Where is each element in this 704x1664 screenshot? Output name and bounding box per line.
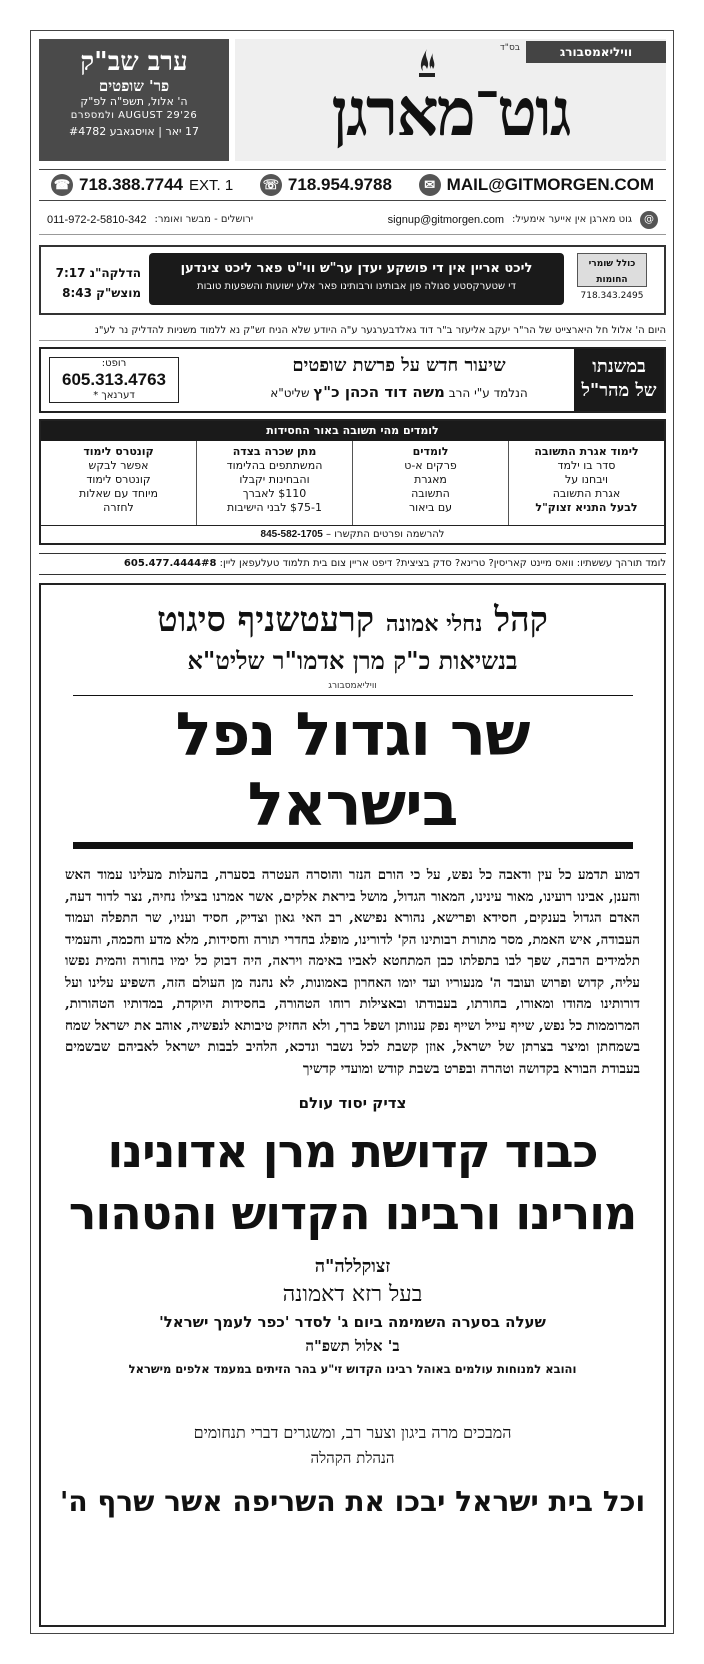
phone-contact-1[interactable] — [51, 174, 233, 196]
teshuva-column — [41, 441, 196, 525]
erev-shabbos-label: ערב שב"ק — [80, 47, 188, 77]
notice-body: דמוע תדמע כל עין ודאבה כל נפש, על כי הורם הנזר והוסרה העטרה בסערה, בהעלות מעלינו עמוד האש והענן, אבינו רועינו, מאור עינינו, המאור הגדול, מושל ביראת אלקים, אשר אמרנו בצילו נחיה, נצר לדור דעה, האדם הגדול בענקים, חסידא ופרישא, נהורא נפישא, רב האי גאון וצדיק, חסיד ועניו, שר התפלה ועמוד העבודה, איש האמת, מסר מתורת רבותינו הק' לדורינו, מופלג בחדרי תורה וחסידות, מלא מדע וחכמה, והעמיד תלמידים הרבה, שפך לבו בתפלתו כבן המתחטא לאביו באימה ויראה, היה דבוק כל ימיו בחורה והמית נפשו עליה, קדוש ופרוש ועובד ה' מנעוריו ועד יומו האחרון באמונות, לא נהנה מן העולם הזה, השפיע עלינו ועל דורותינו מהודו ומאורו, בחורתו, בעבודתו ובאצילות רוחו הטהורה, בחסידות היוקדת, במדותיו הטהורות, המרוממות כל נפש, שייף עייל ושייף נפק ענוותן ושפל ברך, ולא החזיק טיבותא לנפשיה, אוהב את ישראל שמח בשמחתן ומיצר בצרתן של ישראל, אוזן קשבת לכל נשבר ונדכא, הלהיב לבבות ישראל לאביהם שבשמים בעבודת הבורא בקדושה וטהרה ובפרט בשבת קודש ומועדי קדשיך — [65, 867, 640, 1077]
email-icon: ✉ — [419, 174, 441, 196]
lighting-time: 7:17 — [55, 266, 86, 280]
teshuva-header: לומדים מהי תשובה באור החסידות — [41, 421, 664, 441]
bsd-label: בס"ד — [499, 43, 520, 53]
kehal-name — [41, 599, 664, 645]
masthead — [39, 39, 666, 161]
mourners-line: המבכים מרה ביגון וצער רב, ומשגרים דברי תנחומים — [193, 1423, 512, 1442]
date-box — [39, 39, 229, 161]
teshuva-column-title: לומדים — [412, 445, 449, 458]
phone-contact-2[interactable] — [260, 174, 392, 196]
teshuva-footer-label: להרשמה ופרטים התקשרו – — [326, 529, 445, 540]
email-contact[interactable] — [419, 174, 654, 196]
baal-line: בעל רזא דאמונה — [282, 1282, 423, 1307]
teshuva-column-line: לבעל התניא זצוק"ל — [535, 501, 638, 514]
teshuva-column-line: מיוחד עם שאלות — [79, 487, 158, 500]
candle-lighting-ad — [39, 245, 666, 315]
teshuva-column-line: עם ביאור — [408, 501, 453, 514]
shiur-ad — [39, 347, 666, 413]
kollel-phone: 718.343.2495 — [580, 291, 644, 301]
dial-in-text: לומד תורהך עששתיו: וואס מיינט קאריסין? טרינא? סדק בציצית? דיפט אריין צום בית תלמוד טעלעפאן ליין: — [219, 558, 666, 569]
logo-area — [235, 39, 666, 161]
dial-in-phone[interactable]: 605.477.4444#8 — [123, 558, 217, 569]
notice-headline: שר וגדול נפל בישראל — [73, 700, 633, 849]
fax-icon: ☏ — [260, 174, 282, 196]
phone-extension: EXT. 1 — [189, 176, 234, 194]
kollel-name: כולל שומרי החומות — [577, 253, 647, 287]
shiur-phone-caption: דערנאך * — [93, 390, 135, 401]
hebrew-date: ה' אלול, תשפ"ה לפ"ק — [80, 95, 188, 108]
newspaper-page — [30, 30, 674, 1634]
teshuva-column-title: לימוד אגרת התשובה — [534, 445, 639, 458]
candle-ad-line1: ליכט אריין אין די פושקע יעדן ער"ש ווי"ט פאר ליכט צינדען — [180, 261, 533, 276]
israel-label: ירושלים - מבשר ואומר: — [154, 214, 254, 225]
teshuva-column — [352, 441, 508, 525]
candle-ad-banner — [149, 253, 564, 305]
teshuva-column-title: מתן שכרה בצדה — [232, 445, 317, 458]
candle-ad-line2: די שטערקסטע סגולה פון אבותינו ורבותינו פאר אלע ישועות והשפעות טובות — [197, 281, 516, 292]
teshuva-column-line: והבחינות יקבלו — [239, 473, 310, 486]
funeral-line: והובא למנוחות עולמים באוהל רבינו הקדוש זי"ע בהר הזיתים במעמד אלפים מישראל — [128, 1362, 577, 1376]
teshuva-column-title: קונטרס לימוד — [83, 445, 154, 458]
motzei-time: 8:43 — [62, 286, 92, 300]
zt-abbreviation: זצוקללה"ה — [314, 1256, 391, 1277]
badge-line1: במשנתו — [592, 356, 646, 377]
phone-number-1: 718.388.7744 — [79, 175, 183, 194]
tzadik-line: צדיק יסוד עולם — [298, 1094, 407, 1112]
teshuva-footer — [41, 525, 664, 543]
passing-line: שעלה בסערה השמימה ביום ג' לסדר 'כפר לעמך ישראל' — [159, 1313, 546, 1331]
lighting-label: הדלקה"נ — [89, 266, 141, 280]
teshuva-column-line: אפשר לבקש — [88, 459, 149, 472]
condolence-notice — [39, 583, 666, 1627]
teshuva-column-line: המשתתפים בהלימוד — [226, 459, 323, 472]
edition-tag: וויליאמסבורג — [526, 41, 666, 63]
kehal-leader: בנשיאות כ"ק מרן אדמו"ר שליט"א — [187, 646, 518, 675]
english-date: AUGUST 29'26 ולמספרם — [70, 110, 198, 121]
email-address: MAIL@GITMORGEN.COM — [446, 175, 654, 194]
contact-bar — [39, 169, 666, 201]
signup-email[interactable]: signup@gitmorgen.com — [387, 213, 505, 226]
board-signature: הנהלת הקהלה — [310, 1449, 395, 1467]
shiur-subtitle — [234, 383, 564, 401]
newspaper-logo: גוט־מארגן — [331, 73, 570, 151]
candle-times — [49, 263, 141, 303]
teshuva-column-line: מאגרת — [414, 473, 447, 486]
motzei-label: מוצש"ק — [96, 286, 141, 300]
shiur-title: שיעור חדש על פרשת שופטים — [292, 355, 506, 376]
shiur-phone-label: רופט: — [101, 358, 127, 369]
teshuva-column — [196, 441, 352, 525]
phone-icon: ☎ — [51, 174, 73, 196]
teshuva-column-line: אגרת התשובה — [552, 487, 621, 500]
teshuva-ad — [39, 419, 666, 545]
title-line-2: מורינו ורבינו הקדוש והטהור — [68, 1186, 637, 1240]
teshuva-column-line: קונטרס לימוד — [86, 473, 151, 486]
notice-city: וויליאמסבורג — [73, 679, 633, 696]
teshuva-column-line: $110 לאברך — [242, 487, 307, 500]
signup-label: גוט מארגן אין אייער אימעיל: — [512, 214, 632, 225]
closing-line: וכל בית ישראל יבכו את השריפה אשר שרף ה' — [59, 1485, 646, 1518]
teshuva-column-line: $75-1 לבני הישיבות — [227, 501, 322, 514]
at-icon: @ — [640, 211, 658, 229]
teshuva-column-line: ויבחנו על — [564, 473, 609, 486]
shiur-badge — [574, 349, 664, 411]
kehal-mid: נחלי אמונה — [385, 611, 483, 637]
badge-line2: של מהר"ל — [581, 380, 657, 401]
shiur-phone-box[interactable] — [49, 357, 179, 403]
kollel-logo — [566, 253, 658, 309]
shiur-sub-prefix: הנלמד ע"י הרב — [448, 386, 528, 400]
shiur-rabbi-name: משה דוד הכהן כ"ץ — [313, 383, 445, 401]
phone-number-2: 718.954.9788 — [287, 175, 392, 194]
kehal-word: קהל — [494, 600, 548, 640]
teshuva-column — [508, 441, 664, 525]
teshuva-columns — [41, 441, 664, 525]
teshuva-footer-phone[interactable]: 845-582-1705 — [260, 529, 323, 540]
teshuva-column-line: סדר בו ילמד — [557, 459, 616, 472]
yahrzeit-notice: היום ה' אלול חל היארצייט של הר"ר יעקב אליעזר ב"ר דוד גאלדבערגער ע"ה היודע שלא הניח זש"ק נא ללמוד משניות להדליק נר לע"נ — [39, 321, 666, 341]
teshuva-column-line: פרקים א-ט — [404, 459, 457, 472]
teshuva-column-line: התשובה — [411, 487, 450, 500]
israel-phone[interactable]: 011-972-2-5810-342 — [47, 213, 147, 226]
passing-date: ב' אלול תשפ"ה — [305, 1337, 400, 1355]
shiur-phone-number: 605.313.4763 — [62, 370, 166, 389]
title-line-1: כבוד קדושת מרן אדונינו — [107, 1124, 598, 1178]
sub-contact-bar — [39, 205, 666, 235]
shiur-sub-suffix: שליט"א — [270, 386, 310, 400]
teshuva-column-line: לחזרה — [103, 501, 134, 514]
issue-number: 17 יאר | אויסגאבע #4782 — [68, 125, 199, 138]
dial-in-line — [39, 553, 666, 575]
kehal-title: קרעטשניף סיגוט — [157, 600, 375, 640]
parsha-label: פר' שופטים — [98, 77, 170, 95]
